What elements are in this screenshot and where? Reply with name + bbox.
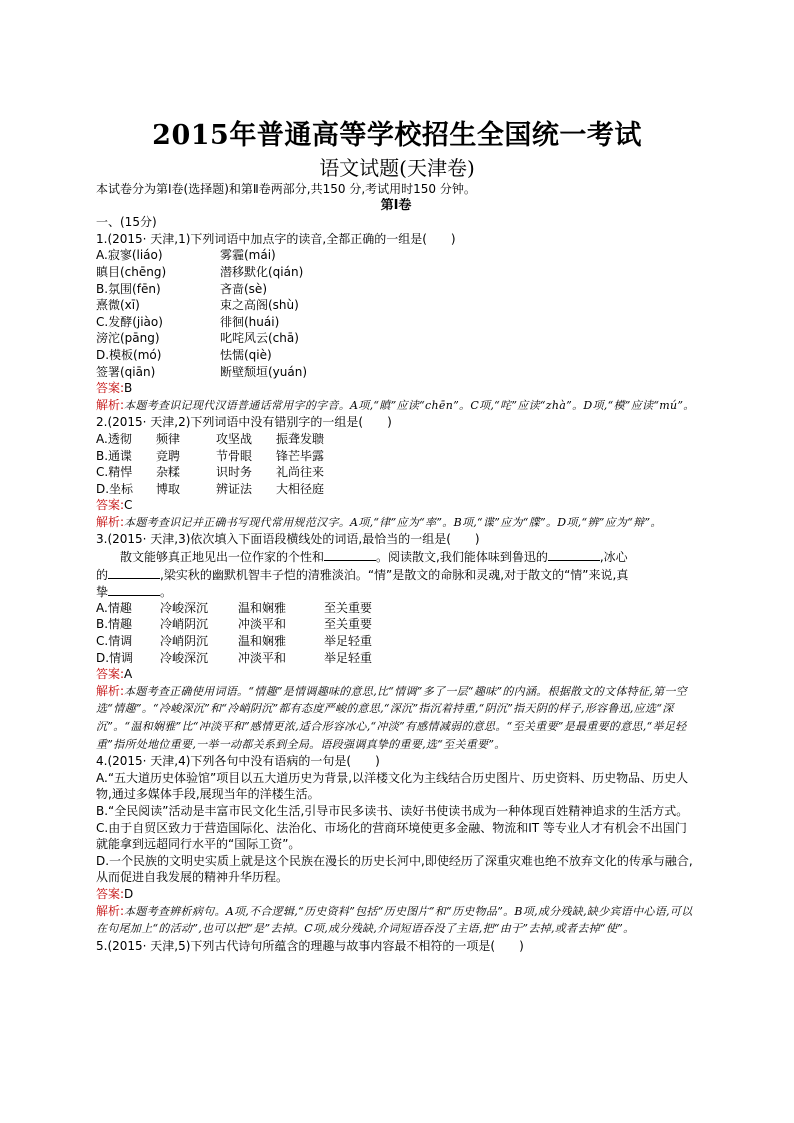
section-heading: 第Ⅰ卷 — [380, 197, 412, 213]
page-title: 2015年普通高等学校招生全国统一考试 — [152, 120, 642, 151]
question-stem: 2.(2015· 天津,2)下列词语中没有错别字的一组是( ) — [96, 415, 392, 430]
part-heading: 一、(15分) — [96, 215, 157, 230]
question-stem: 1.(2015· 天津,1)下列词语中加点字的读音,全都正确的一组是( ) — [96, 231, 456, 246]
answer-value: B — [124, 381, 133, 396]
question-stem: 4.(2015· 天津,4)下列各句中没有语病的一句是( ) — [96, 754, 380, 769]
passage: 挚 。 — [96, 585, 173, 600]
answer-value: A — [124, 667, 133, 682]
question-stem: 5.(2015· 天津,5)下列古代诗句所蕴含的理趣与故事内容最不相符的一项是( ) — [96, 938, 524, 953]
question-2 — [96, 414, 696, 531]
explanation-label: 解析: — [96, 683, 125, 698]
question-stem: 3.(2015· 天津,3)依次填入下面语段横线处的词语,最恰当的一组是( ) — [96, 532, 480, 547]
explanation-label: 解析: — [96, 514, 125, 529]
answer-line — [96, 886, 696, 903]
explanation-text: 本题考查识记现代汉语普通话常用字的字音。A项,“瞋”应读“chēn”。C项,“咤”应读“zhà”。D项,“模”应读“mú”。 — [124, 398, 695, 412]
blank-2 — [548, 548, 600, 561]
blank-4 — [108, 583, 160, 596]
question-4 — [96, 753, 696, 938]
option-b: B.“全民阅读”活动是丰富市民文化生活,引导市民多读书、读好书使读书成为一种体现百姓精神追求的生活方式。 — [96, 803, 689, 818]
explanation-text: 本题考查辨析病句。A项,不合逻辑,“历史资料”包括“历史图片”和“历史物品”。B项,成分残缺,缺少宾语中心语,可以在句尾加上“的活动”,也可以把“是”去掉。C项,成分残缺,介词短语吞没了主语,把“由于”去掉,或者去掉“使”。 — [96, 904, 693, 936]
option-row: D.坐标 博取 辨证法 大相径庭 — [96, 481, 325, 496]
explanation — [96, 397, 696, 415]
explanation-label: 解析: — [96, 397, 125, 412]
blank-1 — [324, 548, 376, 561]
explanation-text: 本题考查识记并正确书写现代常用规范汉字。A项,“律”应为“率”。B项,“谍”应为“牒”。D项,“辨”应为“辩”。 — [124, 515, 662, 529]
explanation — [96, 683, 696, 753]
answer-line — [96, 497, 696, 514]
option-row: 瞋目(chēng) 潜移默化(qián) — [96, 264, 304, 279]
explanation-label: 解析: — [96, 903, 125, 918]
option-row: B.情趣 冷峭阴沉 冲淡平和 至关重要 — [96, 617, 373, 632]
option-a: A.“五大道历史体验馆”项目以五大道历史为背景,以洋楼文化为主线结合历史图片、历史资料、历史物品、历史人物,通过多媒体手段,展现当年的洋楼生活。 — [96, 770, 689, 802]
passage: 的 ,梁实秋的幽默机智丰子恺的清雅淡泊。“情”是散文的命脉和灵魂,对于散文的“情”来说,真 — [96, 567, 629, 582]
option-row: A.情趣 冷峻深沉 温和娴雅 至关重要 — [96, 600, 373, 615]
exam-content — [96, 181, 696, 954]
option-row: D.模板(mó) 怯懦(qiè) — [96, 347, 272, 362]
answer-label: 答案: — [96, 886, 125, 901]
explanation — [96, 903, 696, 938]
question-1 — [96, 231, 696, 415]
option-row: A.寂寥(liáo) 雾霾(mái) — [96, 248, 276, 263]
answer-label: 答案: — [96, 498, 125, 513]
explanation — [96, 514, 696, 532]
answer-value: D — [124, 886, 134, 901]
option-row: C.发酵(jiào) 徘徊(huái) — [96, 314, 280, 329]
question-3 — [96, 531, 696, 753]
option-c: C.由于自贸区致力于营造国际化、法治化、市场化的营商环境使更多金融、物流和IT 等专业人才有机会不出国门就能拿到远超同行水平的“国际工资”。 — [96, 820, 687, 852]
answer-line — [96, 380, 696, 397]
intro-text: 本试卷分为第Ⅰ卷(选择题)和第Ⅱ卷两部分,共150 分,考试用时150 分钟。 — [96, 182, 476, 196]
option-row: B.通谍 竞聘 节骨眼 锋芒毕露 — [96, 448, 325, 463]
answer-value: C — [124, 498, 133, 513]
answer-line — [96, 666, 696, 683]
option-row: 签署(qiān) 断壁颓垣(yuán) — [96, 364, 308, 379]
blank-3 — [108, 566, 160, 579]
option-row: 滂沱(pāng) 叱咤风云(chā) — [96, 331, 299, 346]
option-row: A.透彻 频律 攻坚战 振聋发聩 — [96, 431, 325, 446]
option-row: C.精悍 杂糅 识时务 礼尚往来 — [96, 465, 325, 480]
question-5 — [96, 938, 696, 955]
option-d: D.一个民族的文明史实质上就是这个民族在漫长的历史长河中,即使经历了深重灾难也绝不放弃文化的传承与融合,从而促进自我发展的精神升华历程。 — [96, 853, 693, 885]
answer-label: 答案: — [96, 667, 125, 682]
option-row: B.氛围(fēn) 吝啬(sè) — [96, 281, 267, 296]
passage: 散文能够真正地见出一位作家的个性和 。阅读散文,我们能体味到鲁迅的 ,冰心 — [120, 550, 628, 565]
option-row: C.情调 冷峭阴沉 温和娴雅 举足轻重 — [96, 634, 373, 649]
option-row: 熹微(xī) 束之高阁(shù) — [96, 298, 299, 313]
explanation-text: 本题考查正确使用词语。“情趣”是情调趣味的意思,比“情调”多了一层“趣味”的内涵。根据散文的文体特征,第一空选“情趣”。“冷峻深沉”和“冷峭阴沉”都有态度严峻的意思,“深沉”指沉着持重,“阴沉”指天阴的样子,形容鲁迅,应选“深沉”。“温和娴雅”比“冲淡平和”感情更浓,适合形容冰心,“冲淡”有感情减弱的意思。“至关重要”是最重要的意思,“举足轻重”指所处地位重要,一举一动都关系到全局。语段强调真挚的重要,选“至关重要”。 — [96, 684, 687, 751]
option-row: D.情调 冷峻深沉 冲淡平和 举足轻重 — [96, 650, 373, 665]
answer-label: 答案: — [96, 381, 125, 396]
page-subtitle: 语文试题(天津卷) — [319, 156, 475, 180]
